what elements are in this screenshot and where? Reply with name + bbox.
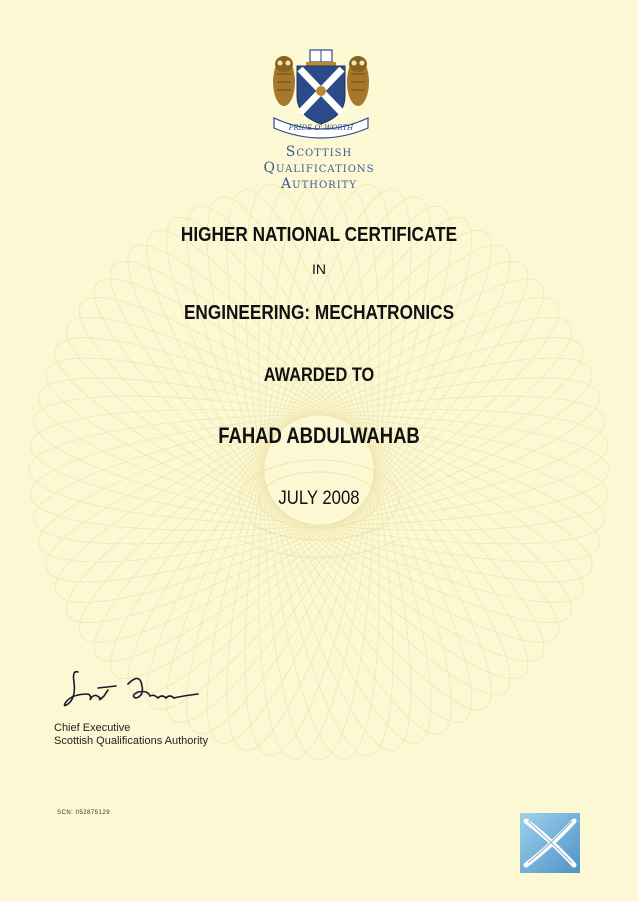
left-owl-icon	[273, 56, 295, 106]
watermark-petal	[90, 212, 547, 727]
signatory-title: Chief Executive	[54, 722, 131, 734]
qualification-subject: ENGINEERING: MECHATRONICS	[183, 302, 455, 324]
awarded-to-label: AWARDED TO	[263, 365, 375, 386]
crest-motto: PRIDE O' WORTH	[288, 124, 354, 132]
signatory-block	[54, 722, 208, 748]
watermark-petal	[24, 365, 614, 574]
watermark-petal	[75, 226, 563, 714]
watermark-petal	[75, 226, 563, 714]
scn-number: SCN: 052875129	[57, 810, 111, 816]
watermark-petal	[108, 201, 531, 739]
right-owl-icon	[347, 56, 369, 106]
in-label: IN	[312, 261, 326, 277]
organization-name-line: Qualifications	[263, 160, 375, 176]
organization-name	[219, 144, 419, 192]
recipient-name: FAHAD ABDULWAHAB	[218, 423, 420, 448]
watermark-petal	[90, 212, 547, 727]
award-date: JULY 2008	[278, 488, 360, 509]
organization-name-line: Authority	[281, 176, 357, 192]
sqa-saltire-logo	[520, 813, 580, 873]
watermark-petal	[24, 365, 614, 574]
watermark-petal	[40, 277, 597, 662]
watermark-petal	[108, 201, 531, 739]
sqa-crest-logo	[268, 44, 374, 140]
organization-name-line: Scottish	[285, 144, 353, 160]
signatory-organization: Scottish Qualifications Authority	[54, 735, 209, 747]
chief-executive-signature	[58, 664, 204, 714]
watermark-petal	[40, 277, 597, 662]
certificate-title: HIGHER NATIONAL CERTIFICATE	[180, 224, 458, 246]
